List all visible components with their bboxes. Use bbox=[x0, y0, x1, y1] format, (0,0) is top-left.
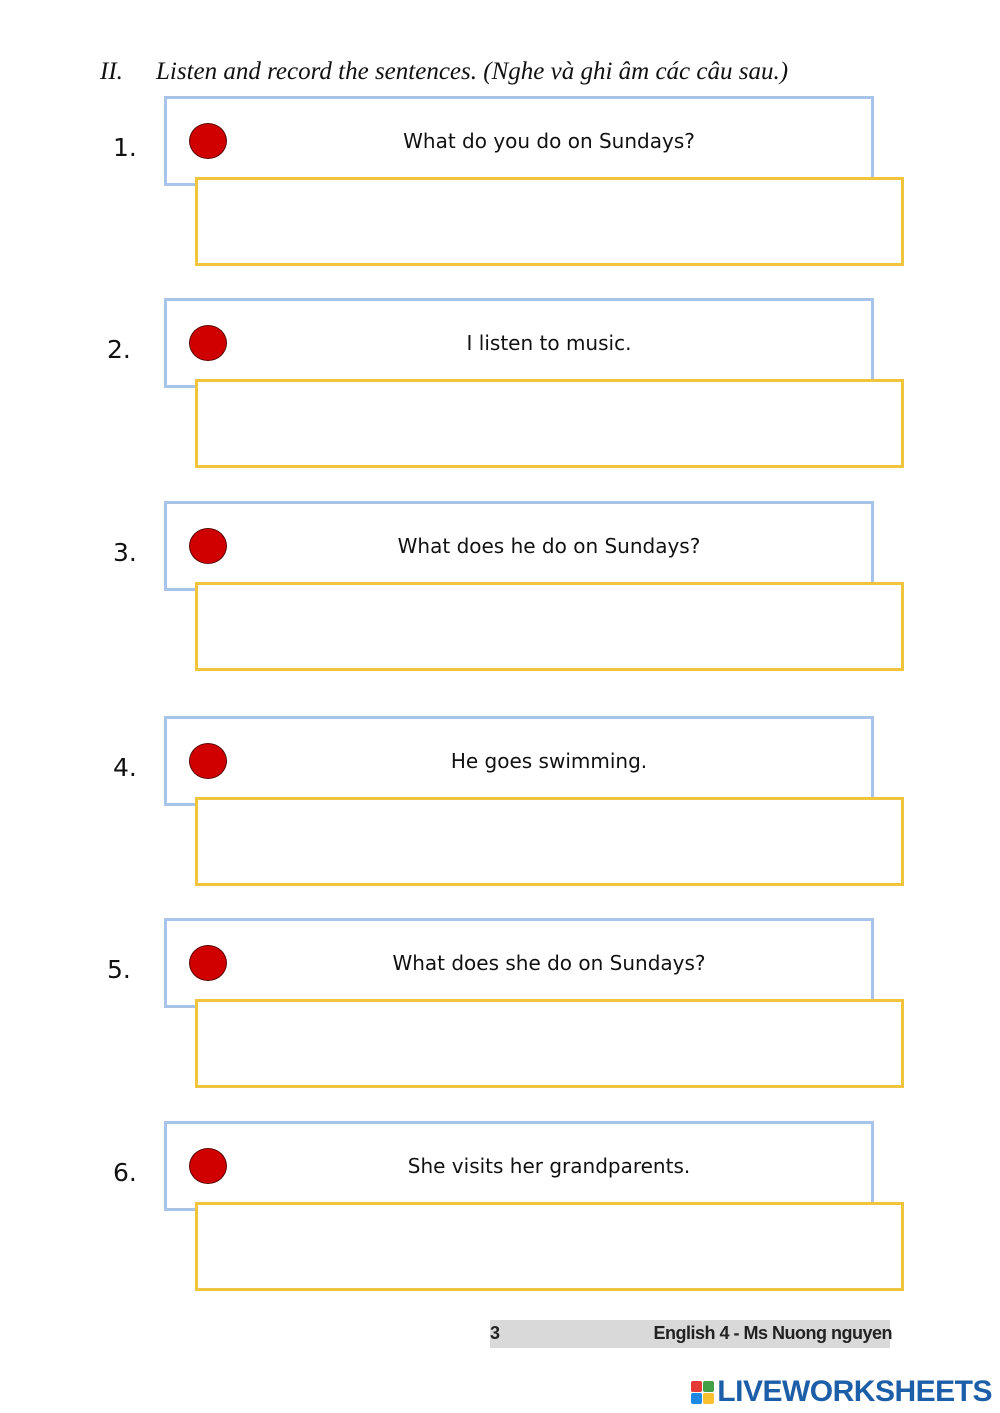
prompt-box bbox=[164, 918, 874, 1008]
sentence-text: I listen to music. bbox=[466, 331, 632, 355]
item-number: 1. bbox=[113, 133, 137, 162]
item-number: 2. bbox=[107, 335, 131, 364]
record-button[interactable] bbox=[189, 1148, 227, 1184]
sentence-text: What does he do on Sundays? bbox=[397, 534, 701, 558]
sentence-text: He goes swimming. bbox=[450, 749, 648, 773]
page-number: 3 bbox=[490, 1323, 501, 1343]
instruction bbox=[100, 58, 788, 86]
record-button[interactable] bbox=[189, 123, 227, 159]
prompt-box bbox=[164, 96, 874, 186]
item-number: 4. bbox=[113, 753, 137, 782]
sentence-text: She visits her grandparents. bbox=[407, 1154, 691, 1178]
prompt-box bbox=[164, 298, 874, 388]
record-button[interactable] bbox=[189, 528, 227, 564]
record-button[interactable] bbox=[189, 743, 227, 779]
exercise-item-1 bbox=[0, 96, 1000, 266]
record-button[interactable] bbox=[189, 325, 227, 361]
section-numeral: II. bbox=[100, 58, 123, 85]
item-number: 3. bbox=[113, 538, 137, 567]
record-button[interactable] bbox=[189, 945, 227, 981]
item-number: 5. bbox=[107, 955, 131, 984]
recording-answer-box[interactable] bbox=[195, 379, 904, 468]
exercise-item-6 bbox=[0, 1121, 1000, 1291]
prompt-box bbox=[164, 501, 874, 591]
instruction-text: Listen and record the sentences. (Nghe và ghi âm các câu sau.) bbox=[156, 58, 789, 85]
exercise-item-4 bbox=[0, 716, 1000, 886]
recording-answer-box[interactable] bbox=[195, 177, 904, 266]
recording-answer-box[interactable] bbox=[195, 582, 904, 671]
liveworksheets-brand bbox=[691, 1374, 992, 1410]
item-number: 6. bbox=[113, 1158, 137, 1187]
exercise-item-2 bbox=[0, 298, 1000, 468]
exercise-item-3 bbox=[0, 501, 1000, 671]
prompt-box bbox=[164, 1121, 874, 1211]
recording-answer-box[interactable] bbox=[195, 797, 904, 886]
brand-name: LIVEWORKSHEETS bbox=[717, 1375, 992, 1408]
liveworksheets-logo-icon bbox=[691, 1381, 714, 1404]
recording-answer-box[interactable] bbox=[195, 999, 904, 1088]
sentence-text: What does she do on Sundays? bbox=[392, 951, 706, 975]
sentence-text: What do you do on Sundays? bbox=[403, 129, 695, 153]
prompt-box bbox=[164, 716, 874, 806]
footer-title: English 4 - Ms Nuong nguyen bbox=[653, 1323, 892, 1343]
recording-answer-box[interactable] bbox=[195, 1202, 904, 1291]
exercise-item-5 bbox=[0, 918, 1000, 1088]
